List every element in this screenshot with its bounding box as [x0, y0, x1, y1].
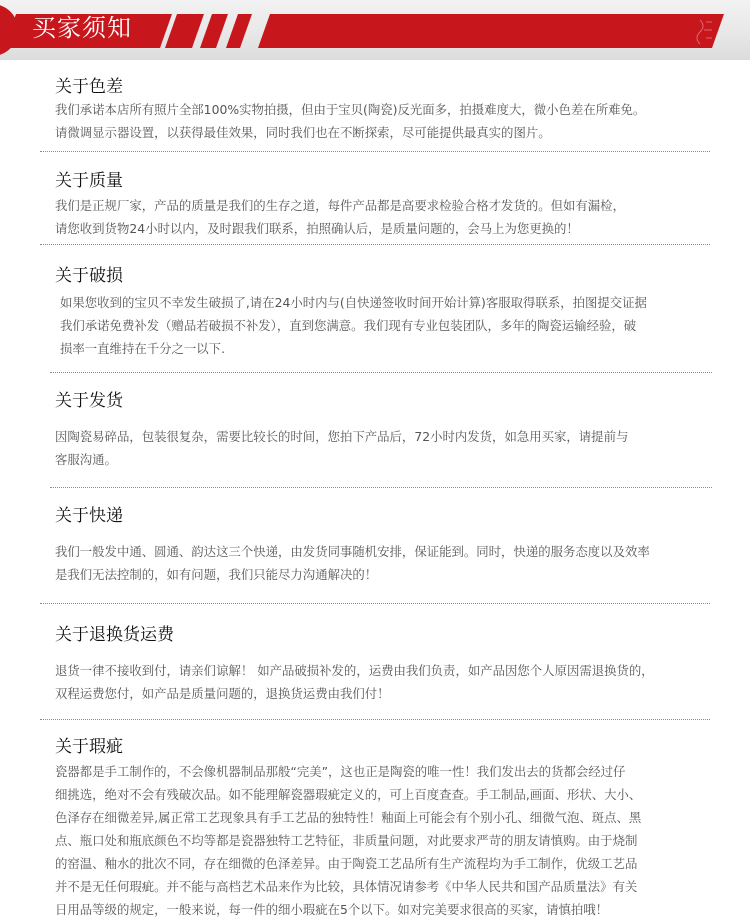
section-divider — [50, 487, 712, 488]
section-body-color-difference — [55, 98, 645, 144]
section-divider — [50, 372, 712, 373]
section-title-shipping: 关于发货 — [55, 391, 123, 411]
section-line: 瓷器都是手工制作的，不会像机器制品那般“完美”，这也正是陶瓷的唯一性！我们发出去的货都会经过仔 — [55, 764, 626, 779]
banner-stripe — [200, 14, 228, 48]
section-divider — [40, 151, 710, 152]
section-line: 是我们无法控制的，如有问题，我们只能尽力沟通解决的！ — [55, 567, 378, 582]
section-line: 并不是无任何瑕疵。并不能与高档艺术品来作为比较，具体情况请参考《中华人民共和国产品质量法》有关 — [55, 879, 638, 894]
section-line: 日用品等级的规定，一般来说，每一件的细小瑕疵在5个以下。如对完美要求很高的买家，请慎拍哦！ — [55, 902, 609, 917]
section-body-courier — [55, 540, 650, 586]
section-body-flaws — [55, 760, 641, 921]
header-banner — [0, 0, 750, 60]
section-line: 我们一般发中通、圆通、韵达这三个快递，由发货同事随机安排，保证能到。同时，快递的服务态度以及效率 — [55, 544, 650, 559]
section-line: 的窑温、釉水的批次不同，存在细微的色泽差异。由于陶瓷工艺品所有生产流程均为手工制作，优级工艺品 — [55, 856, 638, 871]
banner-red-bar — [258, 14, 724, 48]
section-line: 请微调显示器设置，以获得最佳效果，同时我们也在不断探索，尽可能提供最真实的图片。 — [55, 125, 551, 140]
section-line: 请您收到货物24小时以内，及时跟我们联系，拍照确认后，是质量问题的，会马上为您更换的！ — [55, 221, 579, 236]
section-line: 我们是正规厂家，产品的质量是我们的生存之道，每件产品都是高要求检验合格才发货的。但如有漏检， — [55, 198, 625, 213]
section-body-shipping — [55, 425, 628, 471]
section-title-flaws: 关于瑕疵 — [55, 737, 123, 757]
section-body-return-shipping-fee — [55, 659, 654, 705]
section-line: 客服沟通。 — [55, 452, 117, 467]
section-title-damage: 关于破损 — [55, 266, 123, 286]
page-title: 买家须知 — [32, 14, 132, 42]
section-title-return-shipping-fee: 关于退换货运费 — [55, 625, 174, 645]
section-divider — [40, 603, 710, 604]
section-divider — [40, 719, 710, 720]
section-line: 细挑选，绝对不会有残破次品。如不能理解瓷器瑕疵定义的，可上百度查查。手工制品,画面、形状、大小、 — [55, 787, 642, 802]
section-line: 损率一直维持在千分之一以下. — [60, 341, 226, 356]
section-line: 因陶瓷易碎品，包装很复杂，需要比较长的时间，您拍下产品后，72小时内发货，如急用买家，请提前与 — [55, 429, 629, 444]
section-line: 退货一律不接收到付，请亲们谅解！ 如产品破损补发的，运费由我们负责，如产品因您个人原因需退换货的， — [55, 663, 654, 678]
section-body-quality — [55, 194, 625, 240]
section-divider — [40, 244, 710, 245]
section-line: 我们承诺本店所有照片全部100%实物拍摄，但由于宝贝(陶瓷)反光面多，拍摄难度大，微小色差在所难免。 — [55, 102, 646, 117]
section-title-quality: 关于质量 — [55, 171, 123, 191]
banner-stripe — [226, 14, 252, 48]
section-body-damage — [60, 291, 647, 360]
section-title-courier: 关于快递 — [55, 506, 123, 526]
section-line: 点、瓶口处和瓶底颜色不均等都是瓷器独特工艺特征，非质量问题，对此要求严苛的朋友请慎购。由于烧制 — [55, 833, 638, 848]
section-title-color-difference: 关于色差 — [55, 77, 123, 97]
section-line: 双程运费您付，如产品是质量问题的，退换货运费由我们付！ — [55, 686, 390, 701]
section-line: 我们承诺免费补发（赠品若破损不补发），直到您满意。我们现有专业包装团队，多年的陶瓷运输经验，破 — [60, 318, 637, 333]
section-line: 如果您收到的宝贝不幸发生破损了,请在24小时内与(自快递签收时间开始计算)客服取得联系，拍图提交证据 — [60, 295, 647, 310]
banner-stripe — [165, 14, 204, 48]
section-line: 色泽存在细微差异,属正常工艺现象具有手工艺品的独特性！釉面上可能会有个别小孔、细微气泡、斑点、黑 — [55, 810, 642, 825]
